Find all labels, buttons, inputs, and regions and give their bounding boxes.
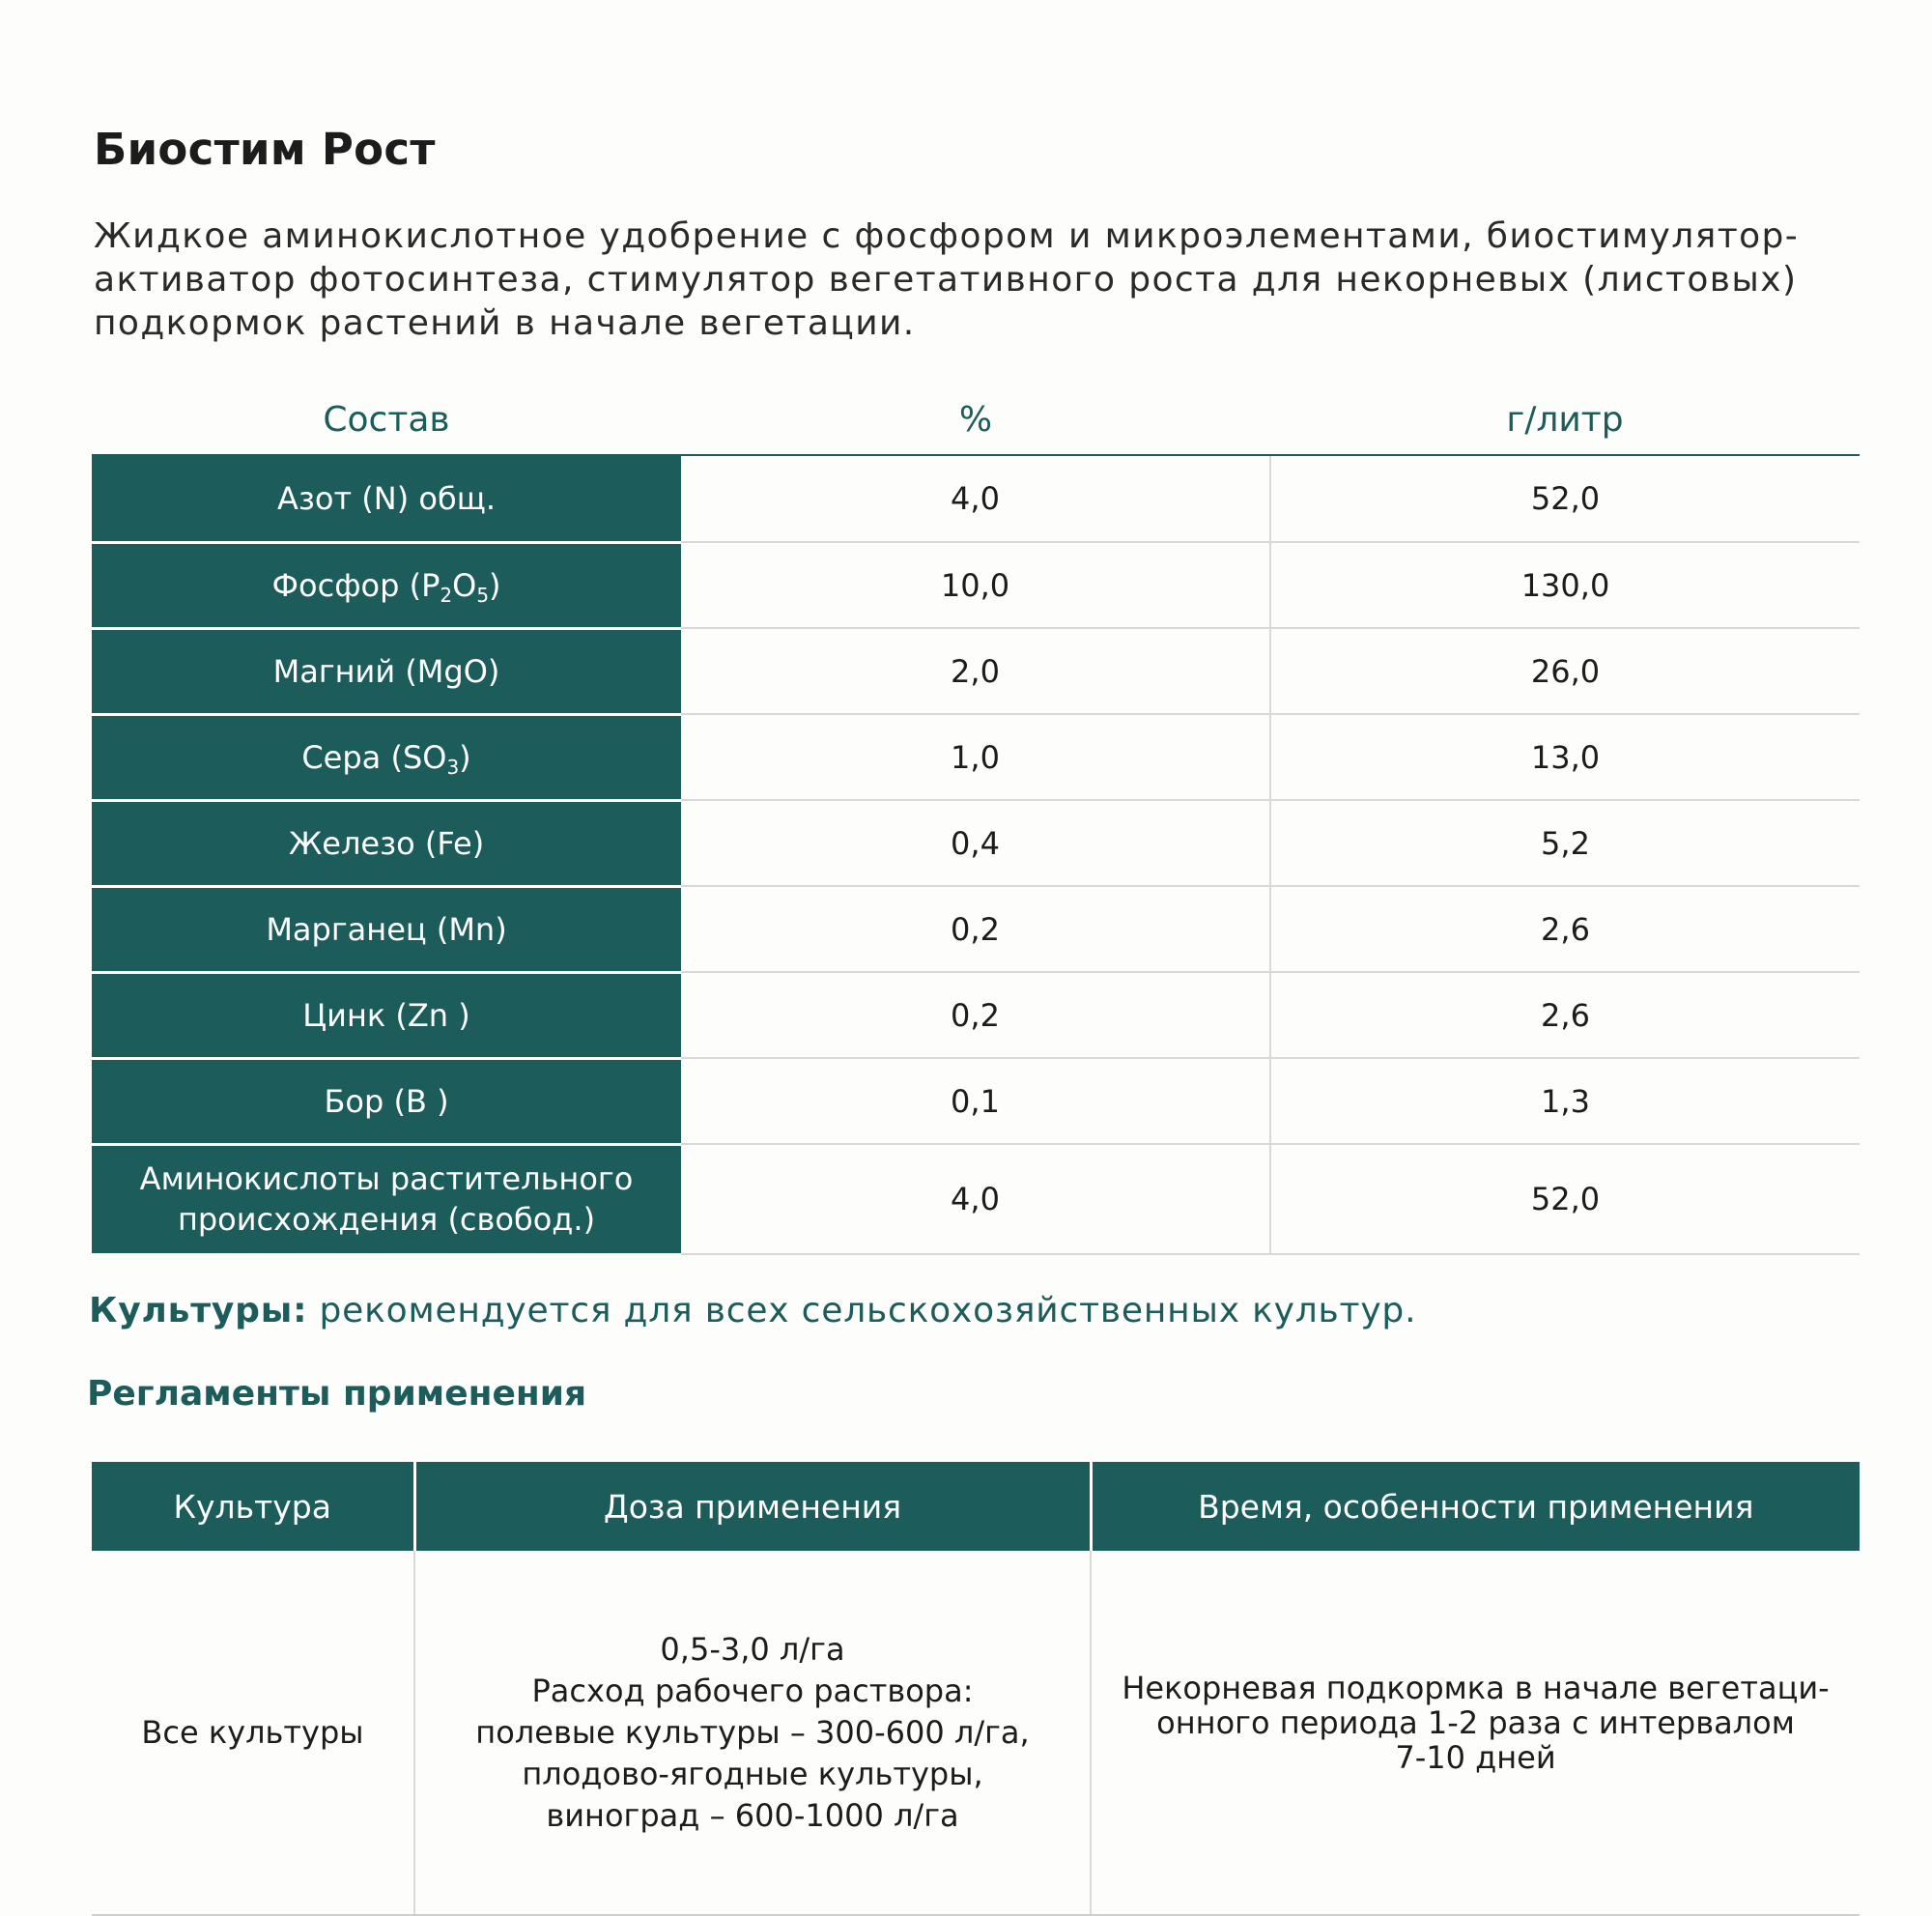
- dose-cell: 0,5-3,0 л/га Расход рабочего раствора: полевые культуры – 300-600 л/га, плодово-ягодные культуры, виноград – 600-1000 л/га: [414, 1551, 1091, 1915]
- application-table: [92, 1462, 1860, 1916]
- component-name: Бор (B ): [92, 1058, 681, 1144]
- percent-value: 0,2: [681, 886, 1270, 972]
- component-name: Марганец (Mn): [92, 886, 681, 972]
- percent-value: 10,0: [681, 542, 1270, 628]
- component-name: Цинк (Zn ): [92, 972, 681, 1058]
- timing-cell: Некорневая подкормка в начале вегетаци- онного периода 1-2 раза с интервалом 7-10 дней: [1091, 1551, 1860, 1915]
- header-dose: Доза применения: [414, 1462, 1091, 1551]
- percent-value: 0,4: [681, 800, 1270, 886]
- percent-value: 0,1: [681, 1058, 1270, 1144]
- gpl-value: 2,6: [1270, 972, 1860, 1058]
- percent-value: 2,0: [681, 628, 1270, 714]
- table-header-row: [92, 1462, 1860, 1551]
- cultures-note: Культуры: рекомендуется для всех сельскохозяйственных культур.: [89, 1291, 1417, 1330]
- percent-value: 4,0: [681, 1144, 1270, 1254]
- gpl-value: 2,6: [1270, 886, 1860, 972]
- table-row: [92, 972, 1860, 1058]
- component-name: Азот (N) общ.: [92, 456, 681, 542]
- regulations-title: Регламенты применения: [87, 1374, 587, 1414]
- component-name: Сера $(SO_3)$: [92, 714, 681, 800]
- gpl-value: 130,0: [1270, 542, 1860, 628]
- table-row: [92, 800, 1860, 886]
- component-name: Магний (MgO): [92, 628, 681, 714]
- gpl-value: 1,3: [1270, 1058, 1860, 1144]
- header-composition: Состав: [323, 400, 450, 440]
- component-name: Аминокислоты растительного происхождения (свобод.): [92, 1144, 681, 1254]
- percent-value: 4,0: [681, 456, 1270, 542]
- gpl-value: 26,0: [1270, 628, 1860, 714]
- culture-cell: Все культуры: [92, 1551, 414, 1915]
- table-row: [92, 886, 1860, 972]
- gpl-value: 52,0: [1270, 456, 1860, 542]
- gpl-value: 5,2: [1270, 800, 1860, 886]
- table-row: [92, 542, 1860, 628]
- gpl-value: 13,0: [1270, 714, 1860, 800]
- gpl-value: 52,0: [1270, 1144, 1860, 1254]
- table-row: [92, 456, 1860, 542]
- product-description: Жидкое аминокислотное удобрение с фосфором и микроэлементами, биостимулятор-активатор фотосинтеза, стимулятор вегетативного роста для некорневых (листовых) подкормок растений в начале вегетации.: [94, 216, 1800, 343]
- table-row: [92, 1058, 1860, 1144]
- header-percent: %: [958, 400, 993, 440]
- table-row: [92, 1144, 1860, 1254]
- percent-value: 0,2: [681, 972, 1270, 1058]
- percent-value: 1,0: [681, 714, 1270, 800]
- component-name: Железо (Fe): [92, 800, 681, 886]
- header-timing: Время, особенности применения: [1091, 1462, 1860, 1551]
- composition-header: [92, 396, 1860, 456]
- table-row: [92, 1551, 1860, 1915]
- header-culture: Культура: [92, 1462, 414, 1551]
- page-title: Биостим Рост: [94, 124, 436, 175]
- component-name: Фосфор $(P_2O_5)$: [92, 542, 681, 628]
- composition-table: [92, 456, 1860, 1256]
- table-row: [92, 628, 1860, 714]
- table-row: [92, 714, 1860, 800]
- header-gpl: г/литр: [1506, 400, 1624, 440]
